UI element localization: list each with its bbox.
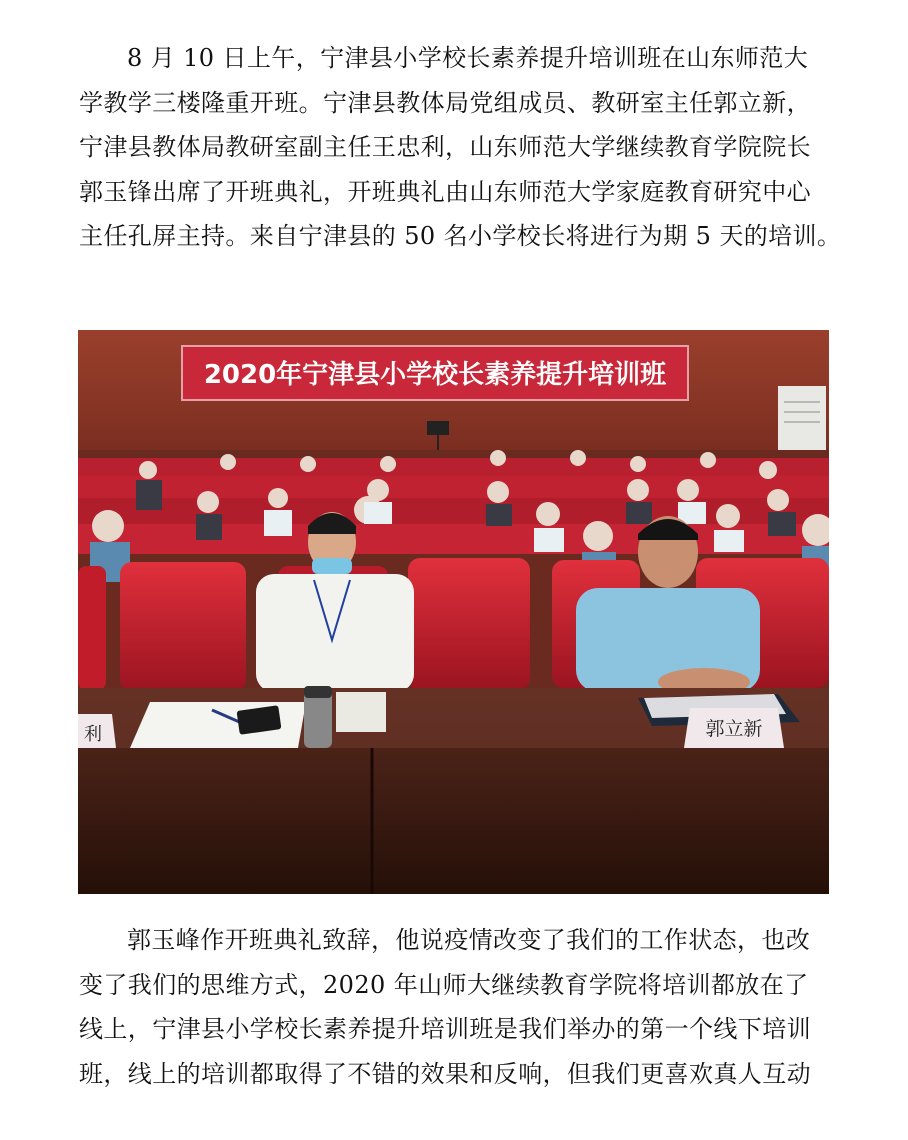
text-line: 变了我们的思维方式，2020 年山师大继续教育学院将培训都放在了 (79, 970, 809, 999)
nameplate-right (684, 708, 784, 748)
text-line: 线上，宁津县小学校长素养提升培训班是我们举办的第一个线下培训 (79, 1015, 811, 1043)
text-line: 8 月 10 日上午，宁津县小学校长素养提升培训班在山东师范大 (127, 44, 809, 72)
nameplate-left-text: 利 (84, 724, 102, 745)
banner (182, 346, 688, 400)
text-line: 班，线上的培训都取得了不错的效果和反响，但我们更喜欢真人互动 (79, 1059, 811, 1088)
text-line: 郭玉锋出席了开班典礼，开班典礼由山东师范大学家庭教育研究中心 (79, 177, 811, 206)
text-line: 主任孔屏主持。来自宁津县的 50 名小学校长将进行为期 5 天的培训。 (79, 222, 842, 250)
nameplate-left (78, 714, 116, 748)
banner-text: 2020年宁津县小学校长素养提升培训班 (203, 360, 667, 390)
text-line: 郭玉峰作开班典礼致辞，他说疫情改变了我们的工作状态，也改 (127, 926, 811, 954)
paragraph-speech (79, 918, 831, 1096)
event-photo (78, 330, 829, 894)
paragraph-intro (79, 36, 842, 259)
text-line: 宁津县教体局教研室副主任王忠利，山东师范大学继续教育学院院长 (79, 133, 811, 161)
text-line: 学教学三楼隆重开班。宁津县教体局党组成员、教研室主任郭立新， (79, 88, 811, 117)
nameplate-right-text: 郭立新 (705, 718, 763, 740)
